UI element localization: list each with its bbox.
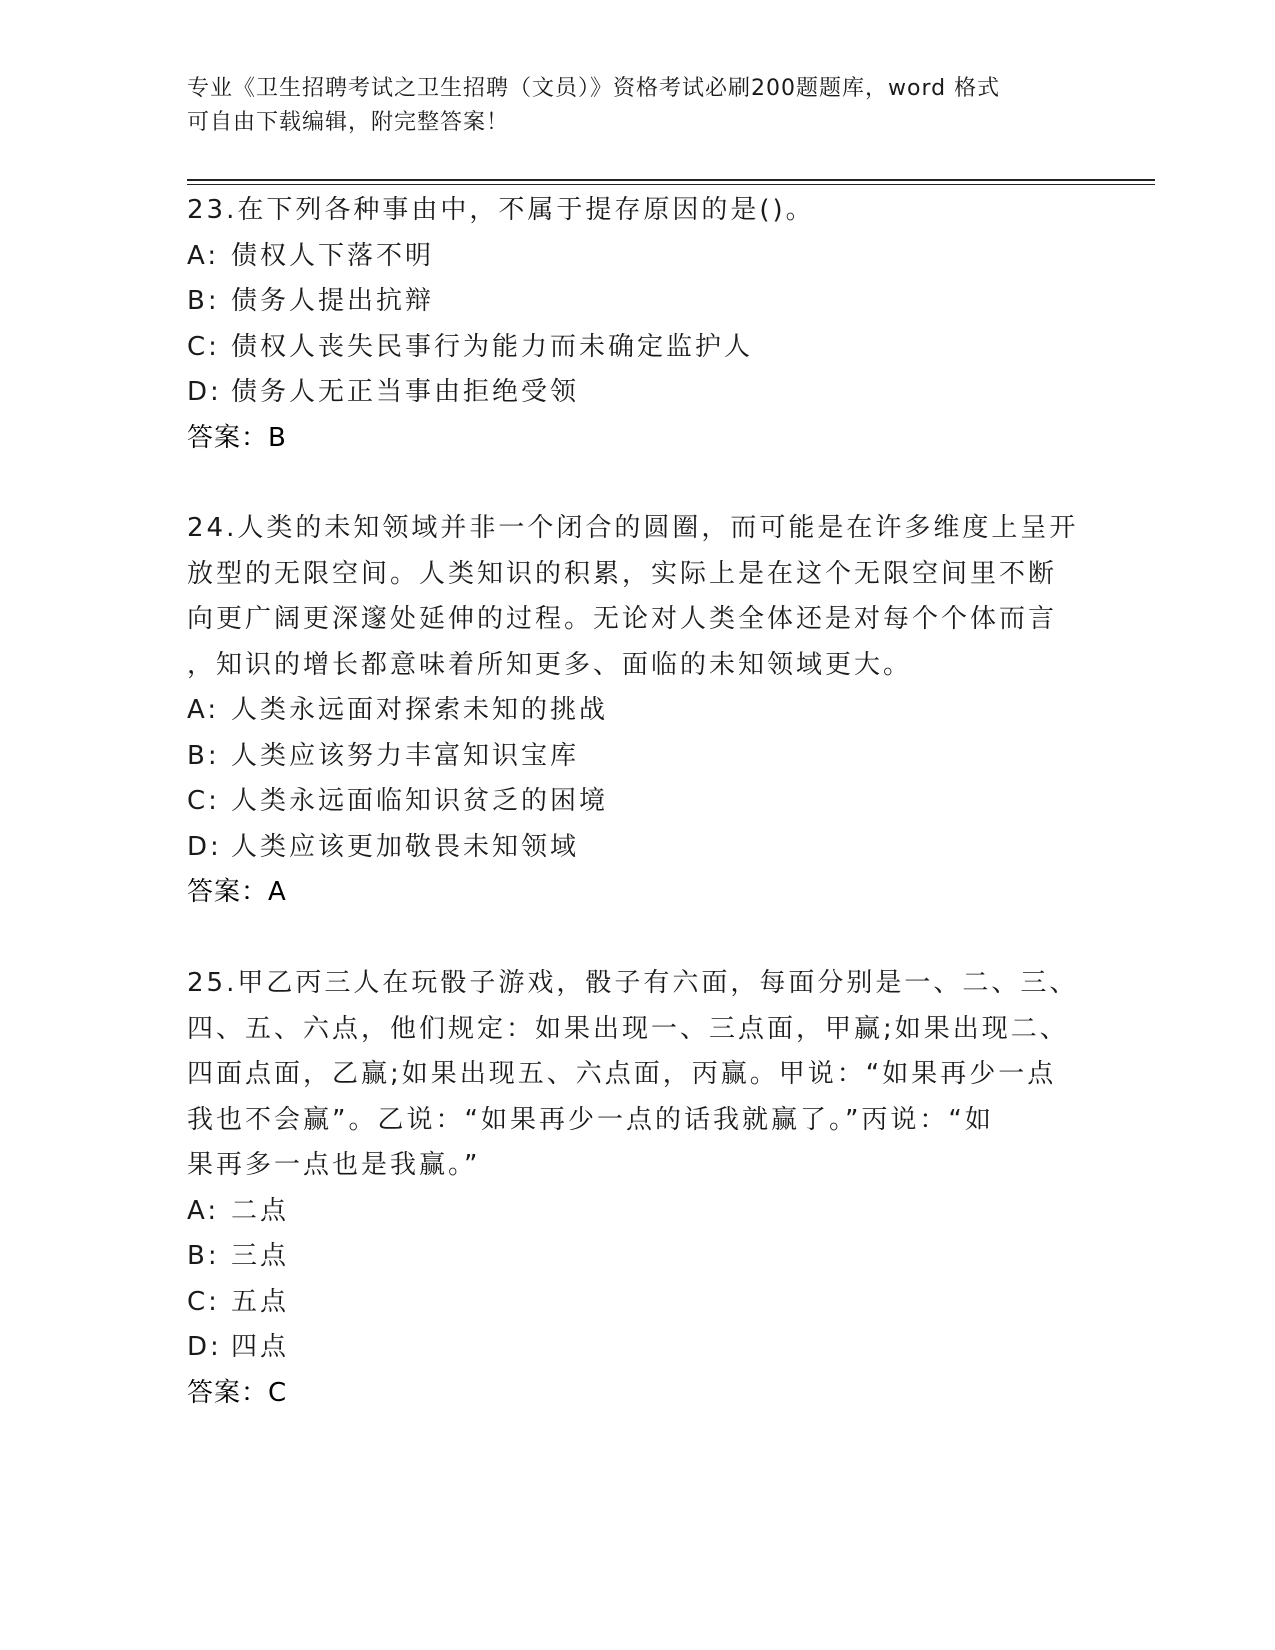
option-key: B:: [187, 286, 220, 316]
option-a: [187, 688, 1087, 734]
question-stem-line: 向更广阔更深邃处延伸的过程。无论对人类全体还是对每个个体而言: [187, 604, 1058, 634]
option-b: [187, 734, 1087, 780]
option-key: D:: [187, 377, 222, 407]
question-stem-line: 四、五、六点，他们规定：如果出现一、三点面，甲赢;如果出现二、: [187, 1013, 1069, 1044]
option-text: 人类永远面对探索未知的挑战: [231, 695, 609, 725]
option-text: 债务人无正当事由拒绝受领: [231, 377, 580, 407]
question-stem-line: 24.人类的未知领域并非一个闭合的圆圈，而可能是在许多维度上呈开: [187, 513, 1079, 543]
option-text: 人类应该更加敬畏未知领域: [231, 831, 580, 862]
question-stem-line: 四面点面，乙赢;如果出现五、六点面，丙赢。甲说：“如果再少一点: [187, 1059, 1057, 1089]
option-d: [187, 1325, 1087, 1371]
option-d: [187, 825, 1087, 871]
option-key: D:: [187, 831, 222, 862]
option-key: A:: [187, 1195, 220, 1226]
option-text: 三点: [231, 1241, 290, 1271]
option-key: D:: [187, 1332, 222, 1362]
question-stem-line: 放型的无限空间。人类知识的积累，实际上是在这个无限空间里不断: [187, 558, 1058, 589]
option-d: [187, 370, 1087, 416]
option-b: [187, 1234, 1087, 1280]
header-rule-thin: [187, 184, 1155, 185]
question-24: [187, 506, 1087, 916]
header-rule-thick: [187, 179, 1155, 181]
option-a: [187, 1189, 1087, 1235]
question-stem-line: 23.在下列各种事由中，不属于提存原因的是()。: [187, 195, 815, 225]
option-c: [187, 1280, 1087, 1326]
option-text: 人类应该努力丰富知识宝库: [231, 740, 580, 771]
question-stem-line: 我也不会赢”。乙说：“如果再少一点的话我就赢了。”丙说：“如: [187, 1104, 994, 1135]
option-c: [187, 779, 1087, 825]
option-key: C:: [187, 1286, 220, 1317]
question-stem-line: ，知识的增长都意味着所知更多、面临的未知领域更大。: [187, 649, 913, 680]
option-key: B:: [187, 740, 220, 771]
option-a: [187, 234, 1087, 280]
option-text: 债权人丧失民事行为能力而未确定监护人: [231, 331, 754, 362]
option-b: [187, 279, 1087, 325]
option-key: C:: [187, 331, 220, 362]
option-key: A:: [187, 695, 220, 725]
question-stem-line: 果再多一点也是我赢。”: [187, 1150, 481, 1180]
question-25: [187, 961, 1087, 1416]
answer-line: 答案：C: [187, 1377, 288, 1408]
option-text: 债务人提出抗辩: [231, 286, 435, 316]
answer-line: 答案：A: [187, 877, 287, 907]
question-23: [187, 188, 1087, 461]
option-c: [187, 325, 1087, 371]
option-text: 人类永远面临知识贫乏的困境: [231, 786, 609, 816]
answer-line: 答案：B: [187, 422, 287, 453]
question-stem-line: 25.甲乙丙三人在玩骰子游戏，骰子有六面，每面分别是一、二、三、: [187, 968, 1079, 998]
header-line-2: 可自由下载编辑，附完整答案！: [187, 110, 510, 135]
option-key: B:: [187, 1241, 220, 1271]
option-text: 四点: [231, 1332, 290, 1362]
option-text: 二点: [231, 1195, 290, 1226]
document-header: [187, 72, 1067, 140]
option-text: 五点: [231, 1286, 290, 1317]
option-key: C:: [187, 786, 220, 816]
header-line-1: 专业《卫生招聘考试之卫生招聘（文员）》资格考试必刷200题题库，word 格式: [187, 76, 1001, 101]
option-key: A:: [187, 240, 220, 271]
option-text: 债权人下落不明: [231, 240, 435, 271]
